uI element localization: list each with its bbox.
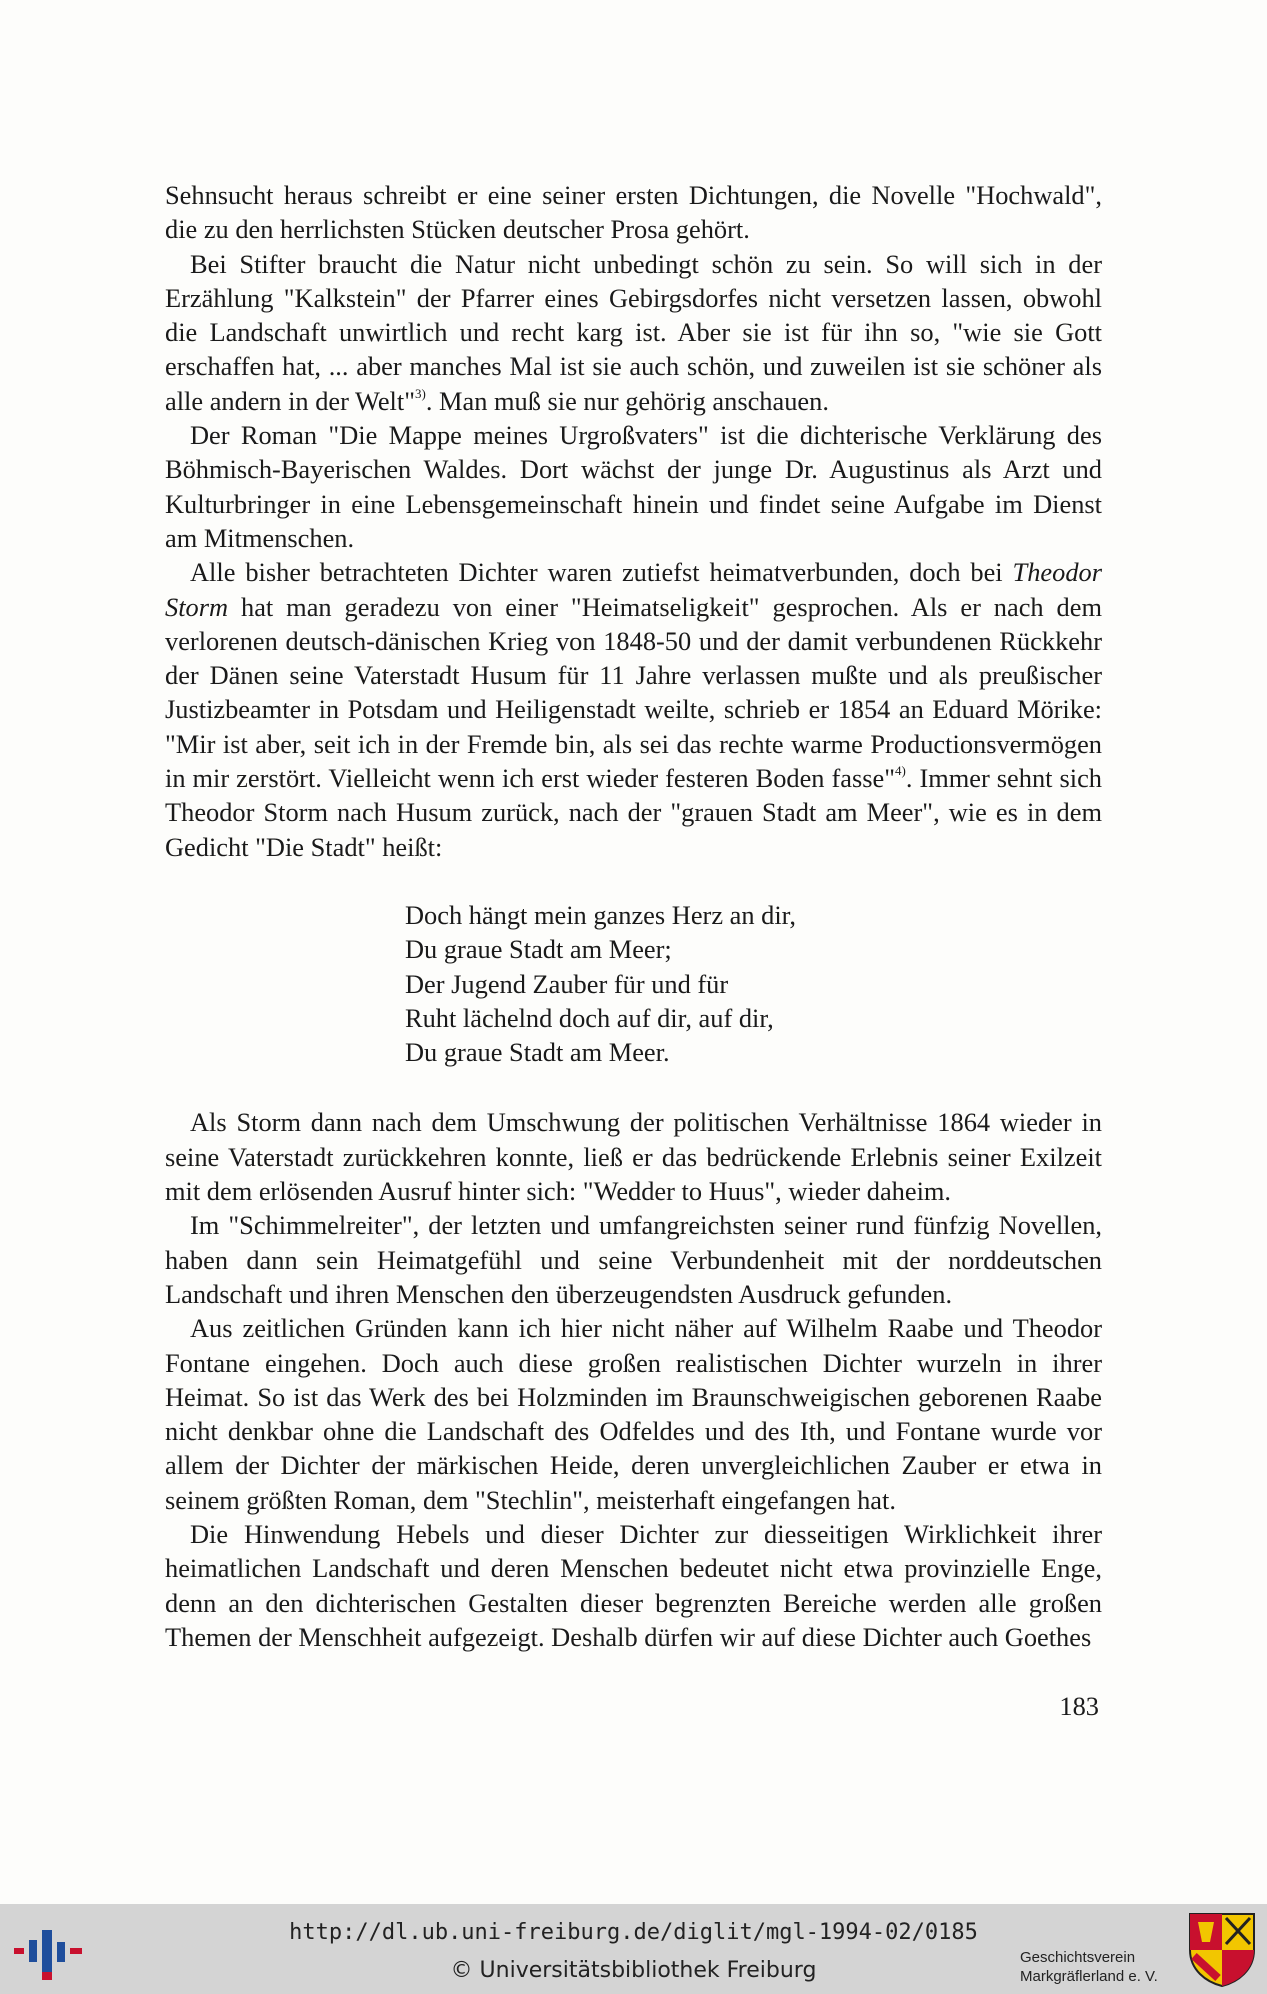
paragraph-7: Aus zeitlichen Gründen kann ich hier nicht näher auf Wilhelm Raabe und Theodor Fontane eingehen. Doch auch diese großen realistischen Dichter wurzeln in ihrer Heimat. So ist das Werk des bei Holzminden im Braunschweigischen geborenen Raabe nicht denkbar ohne die Landschaft des Odfeldes und des Ith, und Fontane wurde vor allem der Dichter der märkischen Heide, deren unvergleichlichen Zauber er etwa in seinem größten Roman, dem "Stechlin", meisterhaft eingefangen hat. (165, 1313, 1102, 1515)
footer-url-link[interactable]: http://dl.ub.uni-freiburg.de/diglit/mgl-1994-02/0185 (289, 1920, 978, 1945)
body-text (165, 178, 1102, 1654)
paragraph-2-text: Bei Stifter braucht die Natur nicht unbedingt schön zu sein. So will sich in der Erzählung "Kalkstein" der Pfarrer eines Gebirgsdorfes nicht versetzen lassen, obwohl die Landschaft unwirtlich und recht karg ist. Aber sie ist für ihn so, "wie sie Gott erschaffen hat, ... aber manches Mal ist sie auch schön, und zuweilen ist sie schöner als alle andern in der Welt" (165, 248, 1102, 416)
page-number: 183 (1059, 1691, 1099, 1721)
footnote-ref-4: 4) (895, 763, 906, 779)
paragraph-2-text-end: . Man muß sie nur gehörig anschauen. (425, 385, 829, 416)
poem (405, 898, 1102, 1069)
footnote-ref-3: 3) (414, 385, 426, 401)
society-name (1020, 1948, 1185, 1986)
author-name-storm: Theodor Storm (165, 557, 1102, 622)
poem-line: Ruht lächelnd doch auf dir, auf dir, (405, 1002, 774, 1033)
poem-line: Doch hängt mein ganzes Herz an dir, (405, 899, 796, 930)
paragraph-2 (165, 247, 1102, 418)
society-name-line1: Geschichtsverein (1020, 1949, 1136, 1966)
poem-line: Der Jugend Zauber für und für (405, 968, 729, 999)
poem-line: Du graue Stadt am Meer. (405, 1037, 670, 1068)
paragraph-3: Der Roman "Die Mappe meines Urgroßvaters" ist die dichterische Verklärung des Böhmisch-Bayerischen Waldes. Dort wächst der junge Dr. Augustinus als Arzt und Kulturbringer in eine Lebensgemeinschaft hinein und findet seine Aufgabe im Dienst am Mitmenschen. (165, 420, 1102, 553)
poem-line: Du graue Stadt am Meer; (405, 934, 672, 965)
paragraph-1: Sehnsucht heraus schreibt er eine seiner ersten Dichtungen, die Novelle "Hochwald", die zu den herrlichsten Stücken deutscher Prosa gehört. (165, 180, 1102, 245)
paragraph-6: Im "Schimmelreiter", der letzten und umfangreichsten seiner rund fünfzig Novellen, haben dann sein Heimatgefühl und seine Verbundenheit mit der norddeutschen Landschaft und ihren Menschen den überzeugendsten Ausdruck gefunden. (165, 1210, 1102, 1309)
paragraph-4-text-end: . Immer sehnt sich Theodor Storm nach Husum zurück, nach der "grauen Stadt am Meer", wie es in dem Gedicht "Die Stadt" heißt: (165, 763, 1102, 862)
footer-copyright: © Universitätsbibliothek Freiburg (450, 1958, 817, 1983)
coat-of-arms-icon (1188, 1912, 1256, 1988)
paragraph-4-text-mid: hat man geradezu von einer "Heimatseligkeit" gesprochen. Als er nach dem verlorenen deutsch-dänischen Krieg von 1848-50 und der damit verbundenen Rückkehr der Dänen seine Vaterstadt Husum für 11 Jahre verlassen mußte und als preußischer Justizbeamter in Potsdam und Heiligenstadt weilte, schrieb er 1854 an Eduard Mörike: "Mir ist aber, seit ich in der Fremde bin, als sei das rechte warme Productionsvermögen in mir zerstört. Vielleicht wenn ich erst wieder festeren Boden fasse" (165, 591, 1102, 794)
paragraph-8: Die Hinwendung Hebels und dieser Dichter zur diesseitigen Wirklichkeit ihrer heimatlichen Landschaft und deren Menschen bedeutet nicht etwa provinzielle Enge, denn an den dichterischen Gestalten dieser begrenzten Bereiche werden alle großen Themen der Menschheit aufgezeigt. Deshalb dürfen wir auf diese Dichter auch Goethes (165, 1518, 1102, 1652)
paragraph-4 (165, 555, 1102, 864)
society-name-line2: Markgräflerland e. V. (1020, 1968, 1158, 1985)
paragraph-4-text: Alle bisher betrachteten Dichter waren zutiefst heimatverbunden, doch bei (190, 557, 1013, 588)
paragraph-5: Als Storm dann nach dem Umschwung der politischen Verhältnisse 1864 wieder in seine Vaterstadt zurückkehren konnte, ließ er das bedrückende Erlebnis seiner Exilzeit mit dem erlösenden Ausruf hinter sich: "Wedder to Huus", wieder daheim. (165, 1107, 1102, 1207)
footer-bar (0, 1904, 1267, 1994)
